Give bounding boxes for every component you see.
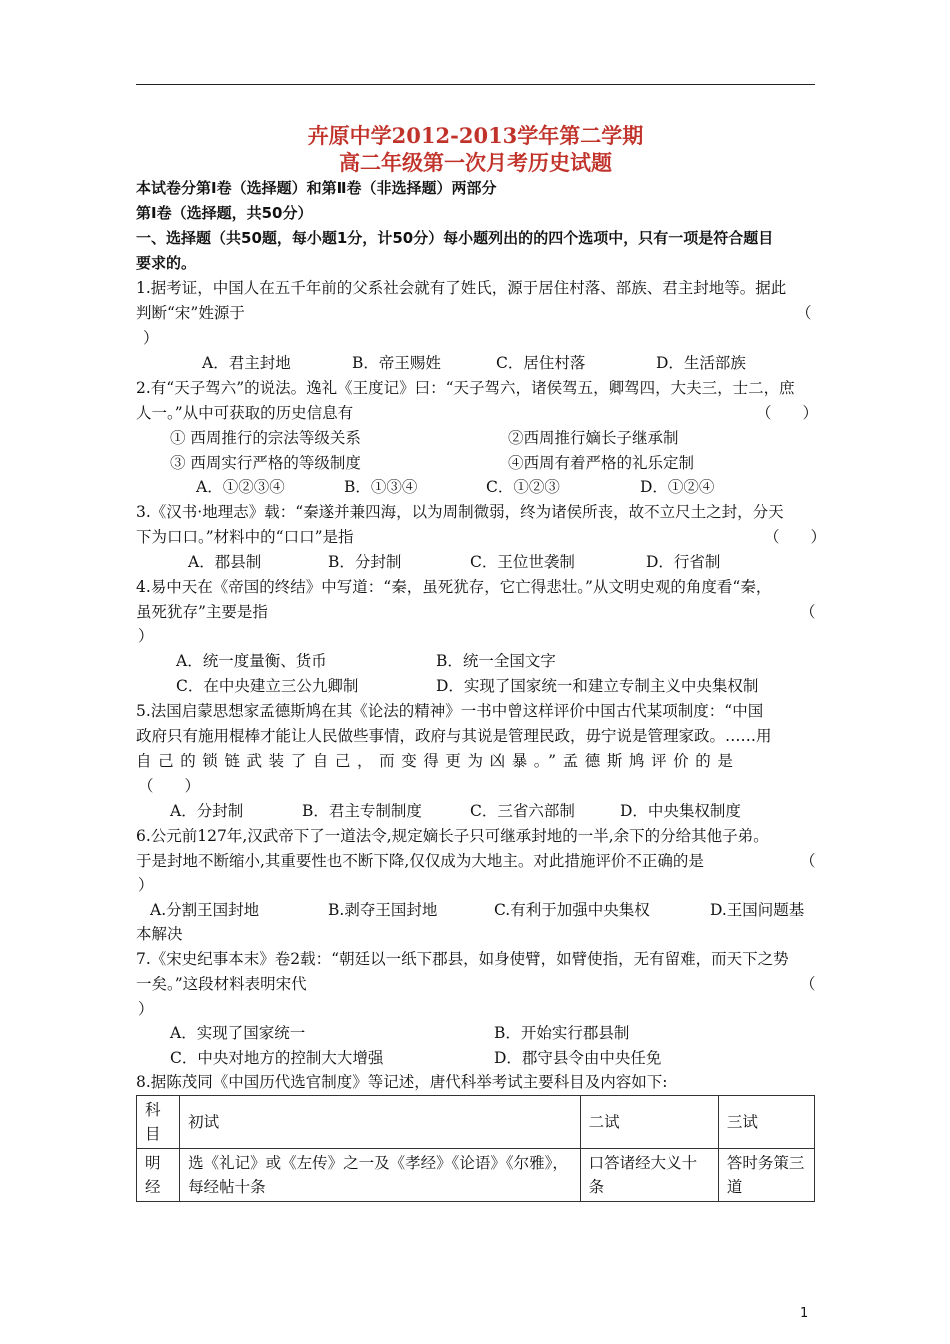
section-instruction-line2: 要求的。 [136, 254, 197, 272]
exam-title-line2: 高二年级第一次月考历史试题 [339, 150, 612, 175]
table-header-third-exam: 三试 [718, 1096, 814, 1149]
q3-answer-paren: （ ） [764, 528, 827, 546]
q5-stem-line2: 政府只有施用棍棒才能让人民做些事情，政府与其说是管理民政，毋宁说是管理家政。……用 [136, 727, 772, 745]
q3-option-d: D．行省制 [646, 553, 721, 571]
table-row [137, 1149, 815, 1202]
q1-option-a: A．君主封地 [202, 354, 291, 372]
q7-stem-line2: 一矣。”这段材料表明宋代 [136, 975, 307, 993]
exam-intro: 本试卷分第Ⅰ卷（选择题）和第Ⅱ卷（非选择题）两部分 [136, 179, 497, 197]
q2-item-4: ④西周有着严格的礼乐定制 [508, 454, 695, 472]
q7-option-c: C．中央对地方的控制大大增强 [170, 1049, 384, 1067]
q2-option-d: D．①②④ [640, 478, 715, 496]
table-cell-first-exam: 选《礼记》或《左传》之一及《孝经》《论语》《尔雅》，每经帖十条 [180, 1149, 581, 1202]
table-header-first-exam: 初试 [180, 1096, 581, 1149]
q1-option-d: D．生活部族 [656, 354, 746, 372]
q4-option-b: B．统一全国文字 [436, 652, 556, 670]
q1-answer-paren-open: （ [796, 304, 812, 322]
q6-option-a: A.分割王国封地 [150, 901, 260, 919]
q2-option-b: B．①③④ [344, 478, 418, 496]
q7-option-d: D．郡守县令由中央任免 [494, 1049, 662, 1067]
q5-answer-paren: （ ） [138, 777, 201, 795]
q7-answer-paren-open: （ [800, 975, 816, 993]
q4-answer-paren-close: ） [138, 627, 154, 645]
exam-subjects-table [136, 1095, 815, 1202]
q5-stem-line3: 自己的锁链武装了自己，而变得更为凶暴。”孟德斯鸠评价的是 [136, 752, 740, 770]
q2-stem-line1: 2.有“天子驾六”的说法。逸礼《王度记》曰：“天子驾六，诸侯驾五，卿驾四，大夫三，士二，庶 [136, 379, 795, 397]
q3-stem-line2: 下为口口。”材料中的“口口”是指 [136, 528, 354, 546]
part1-heading: 第Ⅰ卷（选择题，共50分） [136, 204, 313, 222]
q2-item-2: ②西周推行嫡长子继承制 [508, 429, 679, 447]
q2-item-3: ③ 西周实行严格的等级制度 [170, 454, 361, 472]
q7-option-a: A．实现了国家统一 [170, 1024, 306, 1042]
q2-answer-paren: （ ） [756, 404, 819, 422]
q8-stem: 8.据陈茂同《中国历代选官制度》等记述，唐代科举考试主要科目及内容如下: [136, 1073, 668, 1091]
header-rule [136, 84, 815, 85]
q1-option-c: C．居住村落 [496, 354, 586, 372]
q3-option-a: A．郡县制 [188, 553, 262, 571]
q5-option-a: A．分封制 [170, 802, 244, 820]
q1-option-b: B．帝王赐姓 [352, 354, 441, 372]
q6-option-d-continued: 本解决 [136, 925, 183, 943]
q6-option-c: C.有利于加强中央集权 [494, 901, 650, 919]
table-cell-second-exam: 口答诸经大义十条 [580, 1149, 718, 1202]
q3-stem-line1: 3.《汉书·地理志》载：“秦遂并兼四海，以为周制微弱，终为诸侯所丧，故不立尺土之封，分天 [136, 503, 784, 521]
q2-option-a: A．①②③④ [196, 478, 285, 496]
q2-stem-line2: 人一。”从中可获取的历史信息有 [136, 404, 354, 422]
q5-option-d: D．中央集权制度 [620, 802, 741, 820]
q1-stem-line1: 1.据考证，中国人在五千年前的父系社会就有了姓氏，源于居住村落、部族、君主封地等。据此 [136, 279, 787, 297]
q5-option-b: B．君主专制制度 [302, 802, 422, 820]
q1-stem-line2: 判断“宋”姓源于 [136, 304, 245, 322]
q7-stem-line1: 7.《宋史纪事本末》卷2载：“朝廷以一纸下郡县，如身使臂，如臂使指，无有留难，而天下之势 [136, 950, 789, 968]
q7-answer-paren-close: ） [138, 1000, 154, 1018]
table-cell-subject: 明经 [137, 1149, 180, 1202]
q4-answer-paren-open: （ [800, 603, 816, 621]
q5-option-c: C．三省六部制 [470, 802, 575, 820]
q6-stem-line1: 6.公元前127年,汉武帝下了一道法令,规定嫡长子只可继承封地的一半,余下的分给其他子弟。 [136, 827, 769, 845]
q6-option-d: D.王国问题基 [710, 901, 805, 919]
q5-stem-line1: 5.法国启蒙思想家孟德斯鸠在其《论法的精神》一书中曾这样评价中国古代某项制度：“中国 [136, 702, 764, 720]
q4-stem-line2: 虽死犹存”主要是指 [136, 603, 268, 621]
q2-option-c: C．①②③ [486, 478, 560, 496]
page-number: 1 [800, 1306, 809, 1321]
q4-option-c: C．在中央建立三公九卿制 [176, 677, 359, 695]
q2-item-1: ① 西周推行的宗法等级关系 [170, 429, 361, 447]
table-header-subject: 科目 [137, 1096, 180, 1149]
q4-option-a: A．统一度量衡、货币 [176, 652, 327, 670]
q6-answer-paren-close: ） [138, 876, 154, 894]
q4-stem-line1: 4.易中天在《帝国的终结》中写道：“秦，虽死犹存，它亡得悲壮。”从文明史观的角度看“秦， [136, 578, 772, 596]
q3-option-c: C．王位世袭制 [470, 553, 575, 571]
q6-answer-paren-open: （ [800, 852, 816, 870]
q1-answer-paren-close: ） [143, 329, 159, 347]
table-header-row [137, 1096, 815, 1149]
table-cell-third-exam: 答时务策三道 [718, 1149, 814, 1202]
exam-title-line1: 卉原中学2012-2013学年第二学期 [307, 123, 644, 148]
q4-option-d: D．实现了国家统一和建立专制主义中央集权制 [436, 677, 759, 695]
q6-option-b: B.剥夺王国封地 [328, 901, 438, 919]
q7-option-b: B．开始实行郡县制 [494, 1024, 630, 1042]
q6-stem-line2: 于是封地不断缩小,其重要性也不断下降,仅仅成为大地主。对此措施评价不正确的是 [136, 852, 704, 870]
table-header-second-exam: 二试 [580, 1096, 718, 1149]
q3-option-b: B．分封制 [328, 553, 402, 571]
section-instruction-line1: 一、选择题（共50题，每小题1分，计50分）每小题列出的的四个选项中，只有一项是符合题目 [136, 229, 774, 247]
